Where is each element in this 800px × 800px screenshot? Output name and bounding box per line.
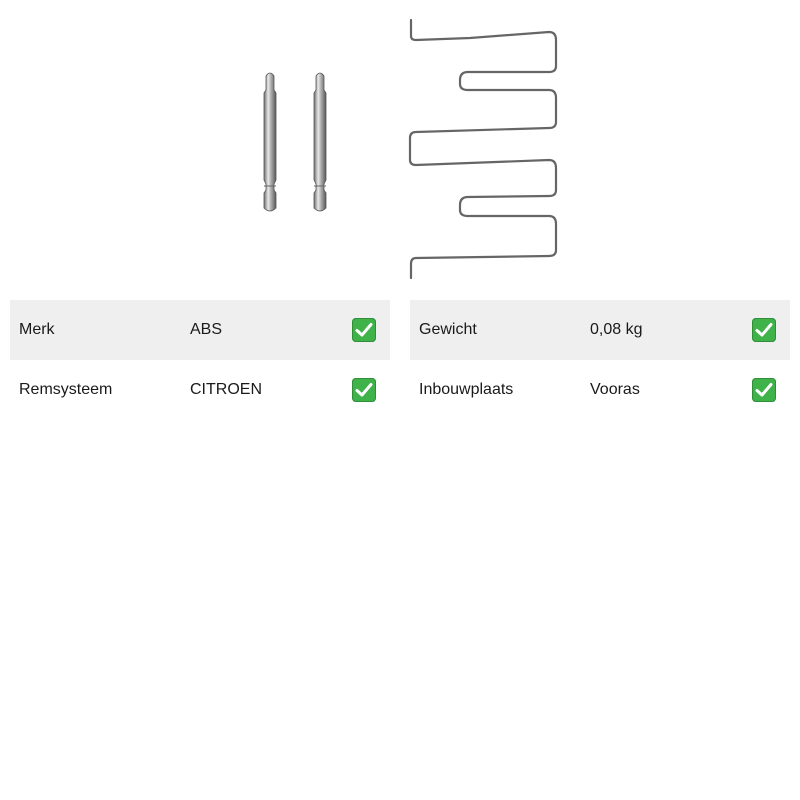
anti-rattle-spring	[410, 20, 556, 278]
spec-label: Gewicht	[419, 321, 477, 338]
spec-value: 0,08 kg	[590, 321, 643, 338]
spec-row-brand	[10, 300, 390, 360]
product-image	[0, 0, 800, 290]
spec-label: Inbouwplaats	[419, 381, 514, 398]
spec-grid	[10, 300, 790, 420]
guide-pin-right	[314, 73, 326, 211]
check-mark-icon	[752, 378, 776, 402]
check-mark-icon	[352, 318, 376, 342]
spec-column-left	[10, 300, 390, 420]
spec-column-right	[410, 300, 790, 420]
spec-row-weight	[410, 300, 790, 360]
spec-value: CITROEN	[190, 381, 262, 398]
check-mark-icon	[352, 378, 376, 402]
spec-label: Remsysteem	[19, 381, 113, 398]
spec-value: ABS	[190, 321, 223, 338]
guide-pin-left	[264, 73, 276, 211]
spec-label: Merk	[19, 321, 55, 338]
spec-value: Vooras	[590, 381, 640, 398]
brake-fitting-kit-icon	[0, 0, 800, 290]
spec-row-brake-system	[10, 360, 390, 420]
check-mark-icon	[752, 318, 776, 342]
spec-row-mounting-position	[410, 360, 790, 420]
